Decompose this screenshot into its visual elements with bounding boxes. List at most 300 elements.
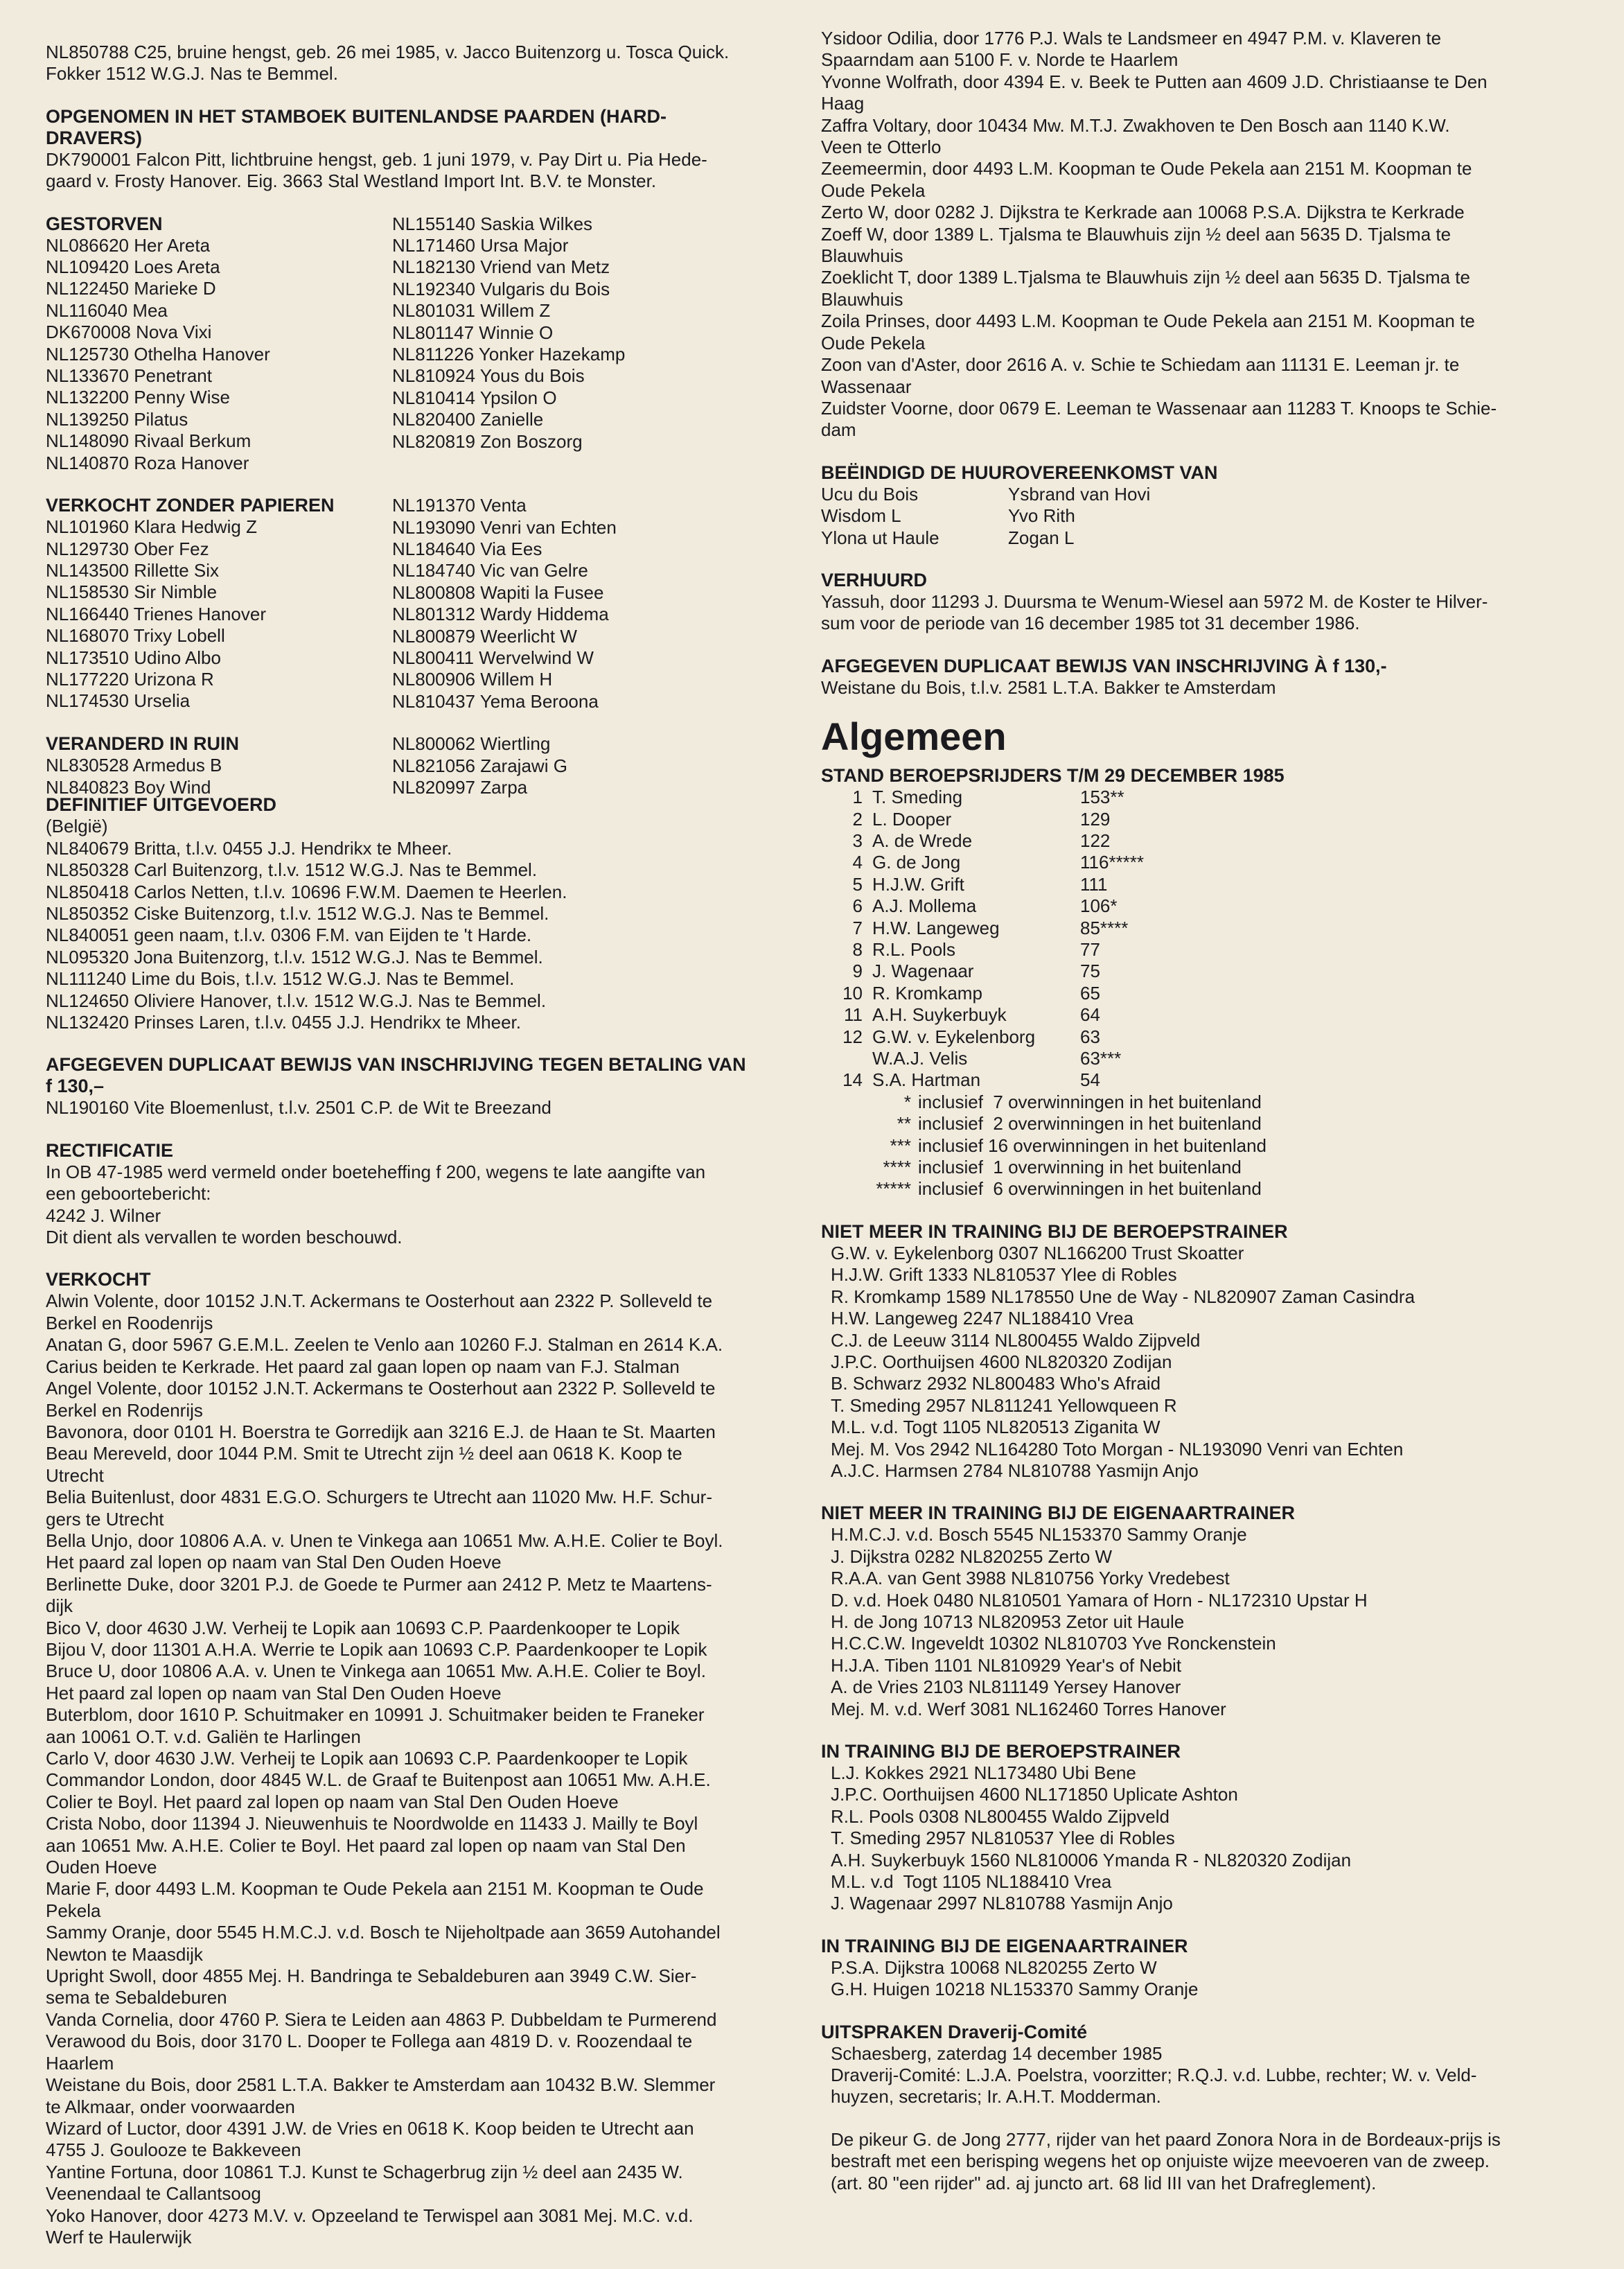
verkocht-line: Zoila Prinses, door 4493 L.M. Koopman te Oude Pekela aan 2151 M. Koopman te [821, 310, 1475, 332]
verkocht-line: gers te Utrecht [46, 1508, 164, 1530]
section-heading: AFGEGEVEN DUPLICAAT BEWIJS VAN INSCHRIJVING TEGEN BETALING VAN [46, 1054, 746, 1076]
verkocht-zonder-col-1 [46, 495, 392, 712]
note-text: inclusief 16 overwinningen in het buitenland [918, 1134, 1267, 1156]
left-column [46, 42, 808, 2269]
list-item: NL840679 Britta, t.l.v. 0455 J.J. Hendrikx te Mheer. [46, 837, 452, 859]
rank-number: 10 [842, 982, 863, 1004]
verkocht-line: Zeemeermin, door 4493 L.M. Koopman te Oude Pekela aan 2151 M. Koopman te [821, 158, 1472, 179]
section-heading: STAND BEROEPSRIJDERS T/M 29 DECEMBER 1985 [821, 765, 1285, 787]
verkocht-line: Oude Pekela [821, 179, 926, 201]
list-item: NL184640 Via Ees [392, 538, 542, 559]
trainer-line: H.C.C.W. Ingeveldt 10302 NL810703 Yve Ronckenstein [831, 1633, 1276, 1654]
text-line: een geboortebericht: [46, 1183, 211, 1204]
text-line: (art. 80 "een rijder" ad. aj juncto art. 68 lid III van het Drafreglement). [831, 2172, 1377, 2193]
rank-number: 7 [852, 917, 863, 938]
text-line: NL190160 Vite Bloemenlust, t.l.v. 2501 C.P. de Wit te Breezand [46, 1097, 551, 1119]
rider-name: T. Smeding [872, 787, 963, 808]
list-item: NL139250 Pilatus [46, 408, 188, 430]
rider-name: J. Wagenaar [872, 961, 974, 982]
section-heading: f 130,– [46, 1076, 105, 1097]
list-item: NL840051 geen naam, t.l.v. 0306 F.M. van Eijden te 't Harde. [46, 925, 532, 946]
trainer-line: J. Dijkstra 0282 NL820255 Zerto W [831, 1545, 1113, 1567]
huur-section [821, 462, 1562, 549]
rider-points: 63 [1080, 1026, 1100, 1047]
verkocht-line: Berlinette Duke, door 3201 P.J. de Goede te Purmer aan 2412 P. Metz te Maartens- [46, 1573, 712, 1595]
trainer-line: H. de Jong 10713 NL820953 Zetor uit Haule [831, 1611, 1185, 1632]
list-item: Wisdom L [821, 505, 901, 527]
verkocht-line: Blauwhuis [821, 245, 903, 267]
section-heading: VERKOCHT ZONDER PAPIEREN [46, 495, 335, 516]
ranking-row [836, 983, 1163, 1004]
rider-name: G.W. v. Eykelenborg [872, 1026, 1036, 1047]
list-item: NL800906 Willem H [392, 669, 553, 690]
uitspraken-list [821, 2043, 1562, 2108]
verkocht-line: Blauwhuis [821, 288, 903, 310]
verkocht-line: Werf te Haulerwijk [46, 2226, 192, 2248]
ranking-row [836, 918, 1163, 939]
verkocht-line: Haag [821, 93, 865, 114]
trainer-line: G.H. Huigen 10218 NL153370 Sammy Oranje [831, 1979, 1199, 2000]
trainer-line: A.J.C. Harmsen 2784 NL810788 Yasmijn Anjo [831, 1460, 1199, 1481]
rider-points: 54 [1080, 1069, 1100, 1091]
trainer-line: Mej. M. Vos 2942 NL164280 Toto Morgan - NL193090 Venri van Echten [831, 1438, 1404, 1460]
verkocht-line: Zoeklicht T, door 1389 L.Tjalsma te Blauwhuis zijn ½ deel aan 5635 D. Tjalsma te [821, 267, 1470, 288]
ranking-row [836, 874, 1163, 895]
list-item: NL840823 Boy Wind [46, 776, 211, 798]
section-heading: VERKOCHT [46, 1269, 151, 1290]
text-line: In OB 47-1985 werd vermeld onder boeteheffing f 200, wegens te late aangifte van [46, 1161, 706, 1182]
list-item: NL148090 Rivaal Berkum [46, 430, 251, 452]
section-heading [821, 2022, 1562, 2043]
list-item: NL129730 Ober Fez [46, 538, 209, 559]
verkocht-line: Utrecht [46, 1464, 104, 1486]
verkocht-line: Ysidoor Odilia, door 1776 P.J. Wals te Landsmeer en 4947 P.M. v. Klaveren te [821, 28, 1442, 49]
list-item: NL143500 Rillette Six [46, 559, 220, 581]
list-item: NL800808 Wapiti la Fusee [392, 581, 604, 603]
ranking-row [836, 830, 1163, 852]
list-item: NL820819 Zon Boszorg [392, 430, 583, 452]
list-item: NL850328 Carl Buitenzorg, t.l.v. 1512 W.G.J. Nas te Bemmel. [46, 859, 538, 881]
in-beroep-list [821, 1762, 1562, 1915]
algemeen-title: Algemeen [821, 715, 1007, 759]
niet-beroep-section [821, 1221, 1562, 1482]
verkocht-line: dam [821, 419, 856, 441]
trainer-line: C.J. de Leeuw 3114 NL800455 Waldo Zijpveld [831, 1329, 1201, 1351]
section-heading: AFGEGEVEN DUPLICAAT BEWIJS VAN INSCHRIJVING À f 130,- [821, 655, 1387, 676]
verkocht-line: Yvonne Wolfrath, door 4394 E. v. Beek te Putten aan 4609 J.D. Christiaanse te Den [821, 71, 1488, 92]
note-text: inclusief 2 overwinningen in het buitenland [918, 1113, 1262, 1134]
list-item: NL810924 Yous du Bois [392, 365, 585, 387]
ranking-row [836, 852, 1163, 873]
ranking-row [836, 939, 1163, 961]
verkocht-line: Oude Pekela [821, 332, 926, 353]
section-heading: DRAVERS) [46, 127, 143, 148]
list-item: NL086620 Her Areta [46, 234, 211, 256]
verkocht-line: Vanda Cornelia, door 4760 P. Siera te Leiden aan 4863 P. Dubbeldam te Purmerend [46, 2008, 717, 2030]
verkocht-line: Carlo V, door 4630 J.W. Verheij te Lopik aan 10693 C.P. Paardenkooper te Lopik [46, 1748, 688, 1769]
uitspraken-section [821, 2022, 1562, 2194]
buitenlandse-section [46, 106, 808, 193]
ranking-row [836, 961, 1163, 982]
rider-points: 85**** [1080, 917, 1129, 938]
list-item: NL820400 Zanielle [392, 409, 544, 430]
ruin-section [46, 733, 808, 798]
text-line: Yassuh, door 11293 J. Duursma te Wenum-Wiesel aan 5972 M. de Koster te Hilver- [821, 590, 1488, 612]
rider-name: A.H. Suykerbuyk [872, 1004, 1007, 1026]
section-subheading: (België) [46, 816, 108, 837]
duplicaat-right-section [821, 656, 1562, 699]
list-item: NL124650 Oliviere Hanover, t.l.v. 1512 W.G.J. Nas te Bemmel. [46, 990, 547, 1011]
rider-points: 65 [1080, 982, 1100, 1004]
list-item: Ysbrand van Hovi [1008, 483, 1151, 505]
trainer-line: D. v.d. Hoek 0480 NL810501 Yamara of Horn - NL172310 Upstar H [831, 1589, 1368, 1611]
huur-columns [821, 484, 1562, 549]
verkocht-line: Buterblom, door 1610 P. Schuitmaker en 10991 J. Schuitmaker beiden te Franeker [46, 1704, 705, 1726]
intro-line: NL850788 C25, bruine hengst, geb. 26 mei 1985, v. Jacco Buitenzorg u. Tosca Quick. [46, 42, 730, 62]
verkocht-line: Bruce U, door 10806 A.A. v. Unen te Vinkega aan 10651 Mw. A.H.E. Colier te Boyl. [46, 1661, 706, 1682]
rider-name: H.W. Langeweg [872, 917, 1000, 938]
section-heading: VERANDERD IN RUIN [46, 733, 240, 755]
verkocht-zonder-section [46, 495, 808, 712]
ranking-row [836, 895, 1163, 917]
text-line: Weistane du Bois, t.l.v. 2581 L.T.A. Bakker te Amsterdam [821, 676, 1276, 698]
verkocht-line: sema te Sebaldeburen [46, 1987, 227, 2008]
section-heading: RECTIFICATIE [46, 1139, 173, 1161]
list-item: DK670008 Nova Vixi [46, 322, 212, 343]
rider-points: 106* [1080, 895, 1118, 917]
huur-col-1 [821, 484, 1008, 549]
trainer-line: R. Kromkamp 1589 NL178550 Une de Way - NL820907 Zaman Casindra [831, 1286, 1415, 1307]
list-item: NL820997 Zarpa [392, 776, 528, 798]
verkocht-line: Alwin Volente, door 10152 J.N.T. Ackermans te Oosterhout aan 2322 P. Solleveld te [46, 1290, 713, 1312]
right-column [821, 28, 1562, 2215]
verkocht-line: dijk [46, 1595, 73, 1617]
section-heading: GESTORVEN [46, 213, 163, 234]
verkocht-line: Bico V, door 4630 J.W. Verheij te Lopik aan 10693 C.P. Paardenkooper te Lopik [46, 1617, 680, 1638]
rank-number: 3 [852, 830, 863, 851]
ranking-table [836, 787, 1163, 1092]
section-heading: DEFINITIEF UITGEVOERD [46, 794, 277, 816]
rider-points: 75 [1080, 961, 1100, 982]
section-heading: OPGENOMEN IN HET STAMBOEK BUITENLANDSE PAARDEN (HARD- [46, 105, 667, 127]
verkocht-line: Veenendaal te Callantsoog [46, 2183, 261, 2205]
list-item: NL801147 Winnie O [392, 322, 554, 343]
list-item: NL801031 Willem Z [392, 300, 551, 322]
in-beroep-section [821, 1741, 1562, 1915]
ranking-row [836, 1069, 1163, 1091]
trainer-line: T. Smeding 2957 NL811241 Yellowqueen R [831, 1394, 1177, 1416]
list-item: Ylona ut Haule [821, 527, 939, 548]
list-item: NL800062 Wiertling [392, 733, 551, 755]
rank-number: 1 [852, 787, 863, 808]
list-item: NL192340 Vulgaris du Bois [392, 278, 610, 299]
ranking-row [836, 1026, 1163, 1048]
rider-points: 63*** [1080, 1048, 1122, 1069]
verkocht-line: Wassenaar [821, 376, 912, 397]
trainer-line: H.W. Langeweg 2247 NL188410 Vrea [831, 1308, 1134, 1329]
list-item: NL801312 Wardy Hiddema [392, 604, 609, 625]
list-item: NL132420 Prinses Laren, t.l.v. 0455 J.J. Hendrikx te Mheer. [46, 1012, 521, 1033]
list-item: NL821056 Zarajawi G [392, 755, 567, 776]
rider-points: 116***** [1080, 852, 1145, 873]
verkocht-line: Anatan G, door 5967 G.E.M.L. Zeelen te Venlo aan 10260 F.J. Stalman en 2614 K.A. [46, 1334, 723, 1356]
rider-points: 77 [1080, 939, 1100, 960]
verkocht-line: Zoeff W, door 1389 L. Tjalsma te Blauwhuis zijn ½ deel aan 5635 D. Tjalsma te [821, 223, 1451, 245]
trainer-line: H.J.A. Tiben 1101 NL810929 Year's of Nebit [831, 1654, 1182, 1676]
in-eigen-section [821, 1936, 1562, 2001]
verkocht-line: Het paard zal lopen op naam van Stal Den Ouden Hoeve [46, 1682, 502, 1703]
text-line: Draverij-Comité: L.J.A. Poelstra, voorzitter; R.Q.J. v.d. Lubbe, rechter; W. v. Veld- [831, 2065, 1477, 2086]
ranking-notes [821, 1092, 1562, 1200]
text-line: gaard v. Frosty Hanover. Eig. 3663 Stal Westland Import Int. B.V. te Monster. [46, 170, 657, 192]
verkocht-line: Weistane du Bois, door 2581 L.T.A. Bakker te Amsterdam aan 10432 B.W. Slemmer [46, 2074, 716, 2096]
trainer-line: M.L. v.d. Togt 1105 NL820513 Ziganita W [831, 1417, 1160, 1438]
niet-eigen-list [821, 1524, 1562, 1720]
uitspraken-subheading: Draverij-Comité [948, 2021, 1088, 2042]
huur-col-2 [1008, 484, 1354, 549]
verkocht-continued-list [821, 28, 1562, 441]
list-item: NL132200 Penny Wise [46, 387, 230, 408]
rank-number: 14 [842, 1069, 863, 1091]
list-item: NL850352 Ciske Buitenzorg, t.l.v. 1512 W.G.J. Nas te Bemmel. [46, 903, 549, 924]
verkocht-line: aan 10061 O.T. v.d. Galiën te Harlingen [46, 1726, 361, 1747]
verkocht-line: Haarlem [46, 2052, 114, 2074]
text-line: Schaesberg, zaterdag 14 december 1985 [831, 2042, 1163, 2064]
intro-line: Fokker 1512 W.G.J. Nas te Bemmel. [46, 63, 338, 85]
in-eigen-list [821, 1957, 1562, 2001]
list-item: NL171460 Ursa Major [392, 235, 569, 256]
verkocht-line: aan 10651 Mw. A.H.E. Colier te Boyl. Het paard zal lopen op naam van Stal Den [46, 1834, 686, 1856]
verkocht-line: Zaffra Voltary, door 10434 Mw. M.T.J. Zwakhoven te Den Bosch aan 1140 K.W. [821, 114, 1450, 136]
note-text: inclusief 6 overwinningen in het buitenland [918, 1178, 1262, 1200]
list-item: NL182130 Vriend van Metz [392, 256, 610, 278]
rider-name: S.A. Hartman [872, 1069, 981, 1091]
list-item: NL830528 Armedus B [46, 755, 222, 776]
verkocht-line: 4755 J. Goulooze te Bakkeveen [46, 2139, 301, 2161]
rider-name: G. de Jong [872, 852, 961, 873]
verkocht-line: Upright Swoll, door 4855 Mej. H. Bandringa te Sebaldeburen aan 3949 C.W. Sier- [46, 1965, 697, 1987]
verkocht-line: Yantine Fortuna, door 10861 T.J. Kunst te Schagerbrug zijn ½ deel aan 2435 W. [46, 2161, 683, 2182]
stand-section [821, 765, 1562, 1200]
trainer-line: G.W. v. Eykelenborg 0307 NL166200 Trust Skoatter [831, 1242, 1244, 1263]
list-item: NL109420 Loes Areta [46, 256, 220, 278]
list-item: NL133670 Penetrant [46, 365, 212, 387]
list-item: NL177220 Urizona R [46, 668, 214, 690]
list-item: NL168070 Trixy Lobell [46, 625, 225, 647]
rank-number: 5 [852, 873, 863, 895]
verkocht-zonder-col-2 [392, 495, 808, 712]
rank-number: 9 [852, 961, 863, 982]
rank-number: 2 [852, 808, 863, 830]
verkocht-line: te Alkmaar, onder voorwaarden [46, 2096, 295, 2117]
rider-points: 153** [1080, 787, 1124, 808]
gestorven-section [46, 213, 808, 474]
trainer-line: R.A.A. van Gent 3988 NL810756 Yorky Vredebest [831, 1568, 1230, 1589]
trainer-line: J. Wagenaar 2997 NL810788 Yasmijn Anjo [831, 1893, 1173, 1914]
list-item: NL122450 Marieke D [46, 278, 216, 299]
verkocht-line: Yoko Hanover, door 4273 M.V. v. Opzeeland te Terwispel aan 3081 Mej. M.C. v.d. [46, 2205, 694, 2226]
ranking-note [857, 1113, 1562, 1134]
note-mark: **** [883, 1157, 911, 1178]
verkocht-line: Verawood du Bois, door 3170 L. Dooper te Follega aan 4819 D. v. Roozendaal te [46, 2031, 693, 2052]
list-item: NL101960 Klara Hedwig Z [46, 516, 257, 538]
rectificatie-section [46, 1140, 808, 1249]
rider-points: 64 [1080, 1004, 1100, 1026]
trainer-line: H.J.W. Grift 1333 NL810537 Ylee di Robles [831, 1264, 1177, 1286]
verkocht-line: Ouden Hoeve [46, 1857, 157, 1878]
verkocht-line: Berkel en Rodenrijs [46, 1399, 203, 1421]
niet-eigen-section [821, 1503, 1562, 1720]
section-heading: NIET MEER IN TRAINING BIJ DE BEROEPSTRAINER [821, 1220, 1288, 1242]
list-item: Zogan L [1008, 527, 1075, 548]
verkocht-line: Sammy Oranje, door 5545 H.M.C.J. v.d. Bosch te Nijeholtpade aan 3659 Autohandel [46, 1922, 721, 1943]
text-line: bestraft met een berisping wegens het op onjuiste wijze meevoeren van de zweep. [831, 2150, 1490, 2172]
trainer-line: P.S.A. Dijkstra 10068 NL820255 Zerto W [831, 1956, 1157, 1978]
trainer-line: A. de Vries 2103 NL811149 Yersey Hanover [831, 1676, 1181, 1698]
trainer-line: Mej. M. v.d. Werf 3081 NL162460 Torres Hanover [831, 1698, 1226, 1719]
section-heading: IN TRAINING BIJ DE EIGENAARTRAINER [821, 1935, 1188, 1956]
ranking-note [857, 1157, 1562, 1178]
note-mark: ***** [876, 1178, 911, 1200]
rank-number: 11 [844, 1004, 863, 1026]
list-item: NL095320 Jona Buitenzorg, t.l.v. 1512 W.G.J. Nas te Bemmel. [46, 946, 543, 967]
trainer-line: J.P.C. Oorthuijsen 4600 NL820320 Zodijan [831, 1351, 1172, 1372]
list-item: NL174530 Urselia [46, 690, 191, 712]
list-item: NL140870 Roza Hanover [46, 452, 249, 473]
rank-number [836, 1048, 872, 1069]
rider-points: 111 [1080, 873, 1108, 895]
list-item: NL811226 Yonker Hazekamp [392, 344, 626, 365]
verkocht-line: Veen te Otterlo [821, 137, 942, 158]
rider-name: R.L. Pools [872, 939, 955, 960]
verkocht-line: Het paard zal lopen op naam van Stal Den Ouden Hoeve [46, 1552, 502, 1573]
verkocht-line: Berkel en Roodenrijs [46, 1312, 213, 1333]
gestorven-col-1 [46, 213, 392, 474]
note-mark: *** [890, 1134, 911, 1156]
verkocht-line: Marie F, door 4493 L.M. Koopman te Oude Pekela aan 2151 M. Koopman te Oude [46, 1878, 704, 1900]
list-item: NL191370 Venta [392, 495, 527, 516]
list-item: Yvo Rith [1008, 505, 1075, 527]
verkocht-list [46, 1290, 808, 2248]
ranking-row [836, 1004, 1163, 1026]
trainer-line: T. Smeding 2957 NL810537 Ylee di Robles [831, 1828, 1175, 1849]
uitspraken-heading: UITSPRAKEN [821, 2021, 943, 2042]
list-item: NL173510 Udino Albo [46, 647, 221, 668]
list-item: NL184740 Vic van Gelre [392, 560, 588, 581]
intro-section [46, 42, 808, 85]
list-item: NL155140 Saskia Wilkes [392, 213, 593, 234]
verkocht-line: Crista Nobo, door 11394 J. Nieuwenhuis te Noordwolde en 11433 J. Mailly te Boyl [46, 1813, 698, 1834]
note-mark: ** [897, 1113, 911, 1134]
rider-name: A. de Wrede [872, 830, 973, 851]
verkocht-line: Beau Mereveld, door 1044 P.M. Smit te Utrecht zijn ½ deel aan 0618 K. Koop te [46, 1443, 682, 1464]
text-line: sum voor de periode van 16 december 1985 tot 31 december 1986. [821, 613, 1360, 634]
verkocht-line: Wizard of Luctor, door 4391 J.W. de Vries en 0618 K. Koop beiden te Utrecht aan [46, 2117, 694, 2139]
verkocht-section [46, 1269, 808, 2248]
verkocht-line: Spaarndam aan 5100 F. v. Norde te Haarlem [821, 49, 1179, 71]
verkocht-continued [821, 28, 1562, 441]
note-text: inclusief 1 overwinning in het buitenland [918, 1157, 1242, 1178]
note-mark: * [903, 1091, 911, 1112]
list-item: NL111240 Lime du Bois, t.l.v. 1512 W.G.J. Nas te Bemmel. [46, 968, 515, 990]
trainer-line: J.P.C. Oorthuijsen 4600 NL171850 Uplicate Ashton [831, 1784, 1238, 1805]
list-item: NL125730 Othelha Hanover [46, 343, 270, 365]
trainer-line: L.J. Kokkes 2921 NL173480 Ubi Bene [831, 1762, 1136, 1783]
trainer-line: M.L. v.d Togt 1105 NL188410 Vrea [831, 1871, 1112, 1893]
rider-points: 129 [1080, 808, 1111, 830]
text-line: 4242 J. Wilner [46, 1204, 161, 1226]
verhuurd-section [821, 570, 1562, 635]
verkocht-line: Zoon van d'Aster, door 2616 A. v. Schie te Schiedam aan 11131 E. Leeman jr. te [821, 354, 1460, 376]
trainer-line: A.H. Suykerbuyk 1560 NL810006 Ymanda R - NL820320 Zodijan [831, 1849, 1352, 1871]
ranking-note [857, 1178, 1562, 1200]
rank-number: 4 [852, 852, 863, 873]
text-line: huyzen, secretaris; Ir. A.H.T. Modderman. [831, 2086, 1161, 2108]
note-text: inclusief 7 overwinningen in het buitenland [918, 1091, 1262, 1112]
ruin-col-1 [46, 733, 392, 798]
trainer-line: B. Schwarz 2932 NL800483 Who's Afraid [831, 1373, 1161, 1394]
list-item: Ucu du Bois [821, 483, 919, 505]
ranking-note [857, 1092, 1562, 1113]
section-heading: VERHUURD [821, 569, 928, 590]
list-item: NL800411 Wervelwind W [392, 647, 594, 668]
ranking-note [857, 1135, 1562, 1157]
ruin-col-2 [392, 733, 808, 798]
rider-name: W.A.J. Velis [872, 1048, 968, 1069]
verkocht-line: Commandor London, door 4845 W.L. de Graaf te Buitenpost aan 10651 Mw. A.H.E. [46, 1769, 711, 1791]
verkocht-line: Angel Volente, door 10152 J.N.T. Ackermans te Oosterhout aan 2322 P. Solleveld te [46, 1378, 716, 1399]
rider-name: H.J.W. Grift [872, 873, 964, 895]
section-heading: BEËINDIGD DE HUUROVEREENKOMST VAN [821, 462, 1218, 483]
verkocht-line: Carius beiden te Kerkrade. Het paard zal gaan lopen op naam van F.J. Stalman [46, 1356, 680, 1377]
verkocht-line: Newton te Maasdijk [46, 1943, 203, 1965]
list-item: NL158530 Sir Nimble [46, 581, 218, 603]
ranking-row [836, 809, 1163, 830]
niet-beroep-list [821, 1243, 1562, 1482]
verkocht-line: Zerto W, door 0282 J. Dijkstra te Kerkrade aan 10068 P.S.A. Dijkstra te Kerkrade [821, 202, 1465, 223]
list-item: NL166440 Trienes Hanover [46, 603, 266, 624]
verkocht-line: Belia Buitenlust, door 4831 E.G.O. Schurgers te Utrecht aan 11020 Mw. H.F. Schur- [46, 1487, 712, 1508]
section-heading: IN TRAINING BIJ DE BEROEPSTRAINER [821, 1741, 1181, 1762]
rider-name: A.J. Mollema [872, 895, 977, 917]
rider-name: R. Kromkamp [872, 982, 982, 1004]
ranking-row [836, 787, 1163, 808]
verkocht-line: Bijou V, door 11301 A.H.A. Werrie te Lopik aan 10693 C.P. Paardenkooper te Lopik [46, 1638, 707, 1660]
trainer-line: R.L. Pools 0308 NL800455 Waldo Zijpveld [831, 1805, 1170, 1827]
rider-points: 122 [1080, 830, 1111, 851]
list-item: NL850418 Carlos Netten, t.l.v. 10696 F.W.M. Daemen te Heerlen. [46, 881, 567, 902]
ranking-row [836, 1048, 1163, 1069]
rank-number: 12 [842, 1026, 863, 1047]
verkocht-line: Colier te Boyl. Het paard zal lopen op naam van Stal Den Ouden Hoeve [46, 1791, 619, 1812]
gestorven-col-2 [392, 213, 808, 474]
list-item: NL116040 Mea [46, 299, 168, 321]
uitspraken-verdict [821, 2129, 1562, 2194]
text-line: DK790001 Falcon Pitt, lichtbruine hengst, geb. 1 juni 1979, v. Pay Dirt u. Pia Hede- [46, 148, 707, 170]
list-item: NL810414 Ypsilon O [392, 387, 557, 408]
list-item: NL810437 Yema Beroona [392, 690, 599, 712]
text-line: De pikeur G. de Jong 2777, rijder van het paard Zonora Nora in de Bordeaux-prijs is [831, 2128, 1501, 2150]
list-item: NL800879 Weerlicht W [392, 625, 577, 647]
text-line: Dit dient als vervallen te worden beschouwd. [46, 1227, 403, 1248]
uitgevoerd-section [46, 794, 808, 1033]
section-heading: NIET MEER IN TRAINING BIJ DE EIGENAARTRAINER [821, 1503, 1296, 1524]
rider-name: L. Dooper [872, 808, 952, 830]
trainer-line: H.M.C.J. v.d. Bosch 5545 NL153370 Sammy Oranje [831, 1524, 1247, 1545]
list-item: NL193090 Venri van Echten [392, 516, 617, 538]
verkocht-line: Pekela [46, 1900, 101, 1921]
rank-number: 6 [852, 895, 863, 917]
